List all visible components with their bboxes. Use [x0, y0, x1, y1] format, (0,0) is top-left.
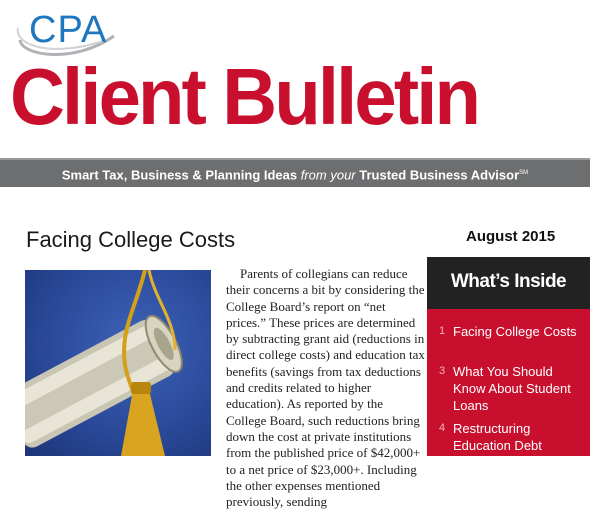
issue-date: August 2015 [466, 228, 556, 245]
logo-text: CPA [29, 9, 108, 51]
toc-page-number: 3 [439, 365, 446, 377]
sidebar-header [427, 257, 590, 309]
toc-item-label: Facing College Costs [453, 324, 577, 339]
toc-page-number: 1 [439, 325, 446, 337]
tagline-part3: Trusted Business Advisor [355, 167, 520, 183]
tagline-part1: Smart Tax, Business & Planning Ideas [61, 167, 301, 183]
article-body: Parents of collegians can reduce their concerns a bit by considering the College Board’s report on “net prices.” These prices are determined by subtracting grant aid (reductions in direct college costs) and education tax benefits (savings from tax deductions and credits related to higher education). As reported by the College Board, such reductions bring down the cost at private institutions from the published price of $42,000+ to a net price of $23,000+. Including the other expenses mentioned previously, sending [226, 266, 425, 510]
toc-item-label: What You Should Know About Student Loans [453, 364, 571, 413]
article-image [25, 270, 211, 456]
masthead-title: Client Bulletin [10, 52, 479, 141]
toc-page-number: 4 [439, 422, 446, 434]
toc-item-label: Restructuring Education Debt [453, 421, 542, 453]
cpa-logo [14, 6, 114, 52]
sidebar-contents [427, 309, 590, 456]
sidebar-title: What’s Inside [450, 271, 567, 292]
tagline-bar [0, 158, 590, 187]
article-title: Facing College Costs [26, 227, 236, 252]
tagline [0, 160, 590, 187]
tagline-service-mark: SM [519, 170, 529, 176]
tagline-part2: from your [300, 167, 356, 183]
diploma-tassel-icon [25, 270, 211, 456]
